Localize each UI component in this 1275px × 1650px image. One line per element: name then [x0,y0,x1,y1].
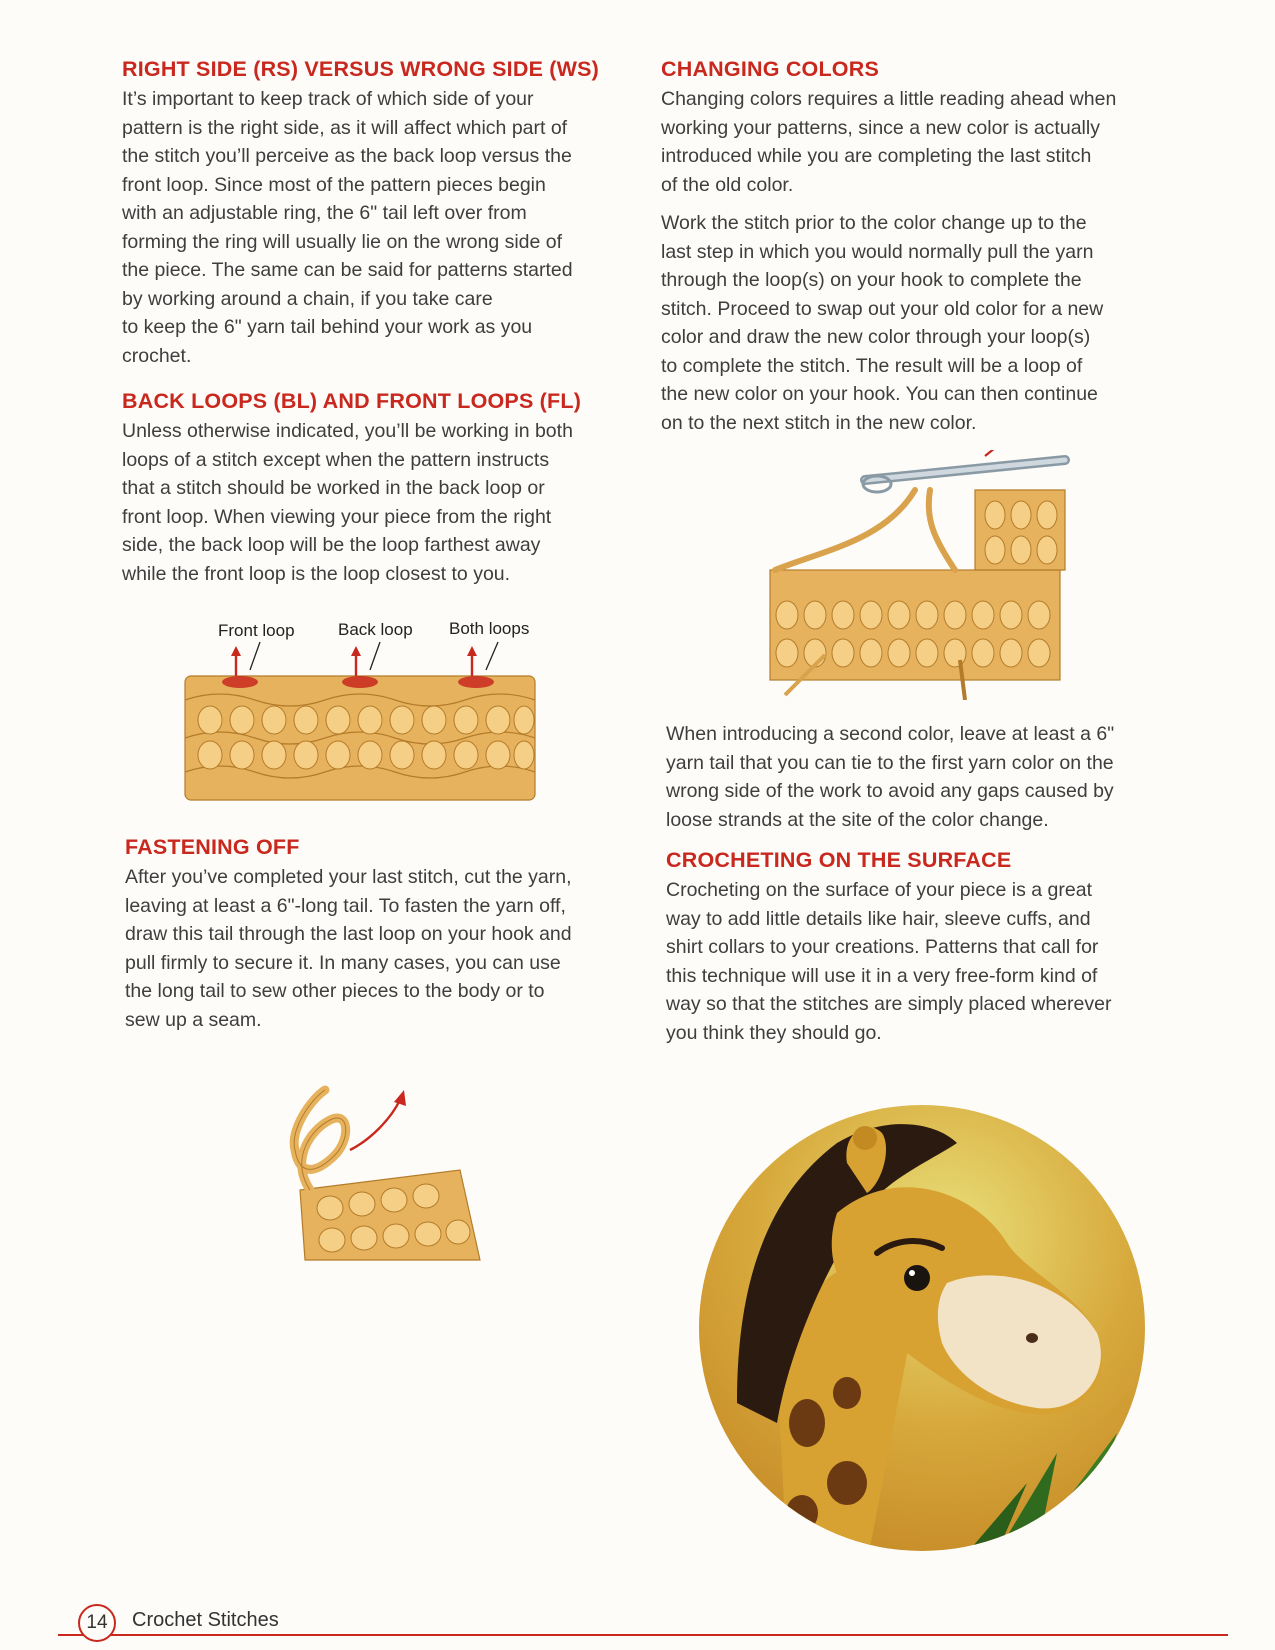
page-number: 14 [78,1604,116,1642]
heading-surface: CROCHETING ON THE SURFACE [666,848,1012,872]
paragraph-colors-1: Changing colors requires a little reading ahead when working your patterns, since a new color is actually introduced while you are completing the last stitch of the old color. [661,88,1117,196]
label-both-loops: Both loops [449,619,530,638]
paragraph-colors-3: When introducing a second color, leave at least a 6" yarn tail that you can tie to the first yarn color on the wrong side of the work to avoid any gaps caused by loose strands at the site of the color change. [666,723,1115,831]
paragraph-rs-ws: It’s important to keep track of which side of your pattern is the right side, as it will affect which part of the stitch you’ll perceive as the back loop versus the front loop. Since most of the pattern pieces begin with an adjustable ring, the 6" tail left over from forming the ring will usually lie on the wrong side of the piece. The same can be said for patterns started by working around a chain, if you take care to keep the 6" yarn tail behind your work as you crochet. [122,88,573,367]
paragraph-loops: Unless otherwise indicated, you’ll be working in both loops of a stitch except when the pattern instructs that a stitch should be worked in the back loop or front loop. When viewing your piece from the right side, the back loop will be the loop farthest away while the front loop is the loop closest to you. [122,420,573,585]
section-surface [666,848,1186,1047]
footer-rule [58,1634,1228,1636]
label-back-loop: Back loop [338,620,413,639]
heading-fastening: FASTENING OFF [125,835,300,859]
fastening-illustration [280,1070,490,1265]
section-loops [122,389,622,588]
footer-title: Crochet Stitches [132,1609,279,1631]
heading-changing-colors: CHANGING COLORS [661,57,879,81]
section-color-tail [666,720,1186,834]
section-rs-ws [122,57,622,370]
paragraph-colors-2: Work the stitch prior to the color change up to the last step in which you would normally pull the yarn through the loop(s) on your hook to complete the stitch. Proceed to swap out your old color for a new color and draw the new color through your loop(s) to complete the stitch. The result will be a loop of the new color on your hook. You can then continue on to the next stitch in the new color. [661,212,1104,434]
section-fastening [125,835,625,1034]
loops-illustration [180,640,540,805]
heading-rs-ws: RIGHT SIDE (RS) VERSUS WRONG SIDE (WS) [122,57,600,81]
giraffe-photo [697,1103,1147,1553]
color-change-illustration [765,450,1075,700]
label-front-loop: Front loop [218,621,295,640]
heading-loops: BACK LOOPS (BL) AND FRONT LOOPS (FL) [122,389,582,413]
paragraph-fastening: After you’ve completed your last stitch, cut the yarn, leaving at least a 6"-long tail. To fasten the yarn off, draw this tail through the last loop on your hook and pull firmly to secure it. In many cases, you can use the long tail to sew other pieces to the body or to sew up a seam. [125,866,572,1031]
section-changing-colors [661,57,1181,437]
paragraph-surface: Crocheting on the surface of your piece is a great way to add little details like hair, sleeve cuffs, and shirt collars to your creations. Patterns that call for this technique will use it in a very free-form kind of way so that the stitches are simply placed wherever you think they should go. [666,879,1112,1044]
